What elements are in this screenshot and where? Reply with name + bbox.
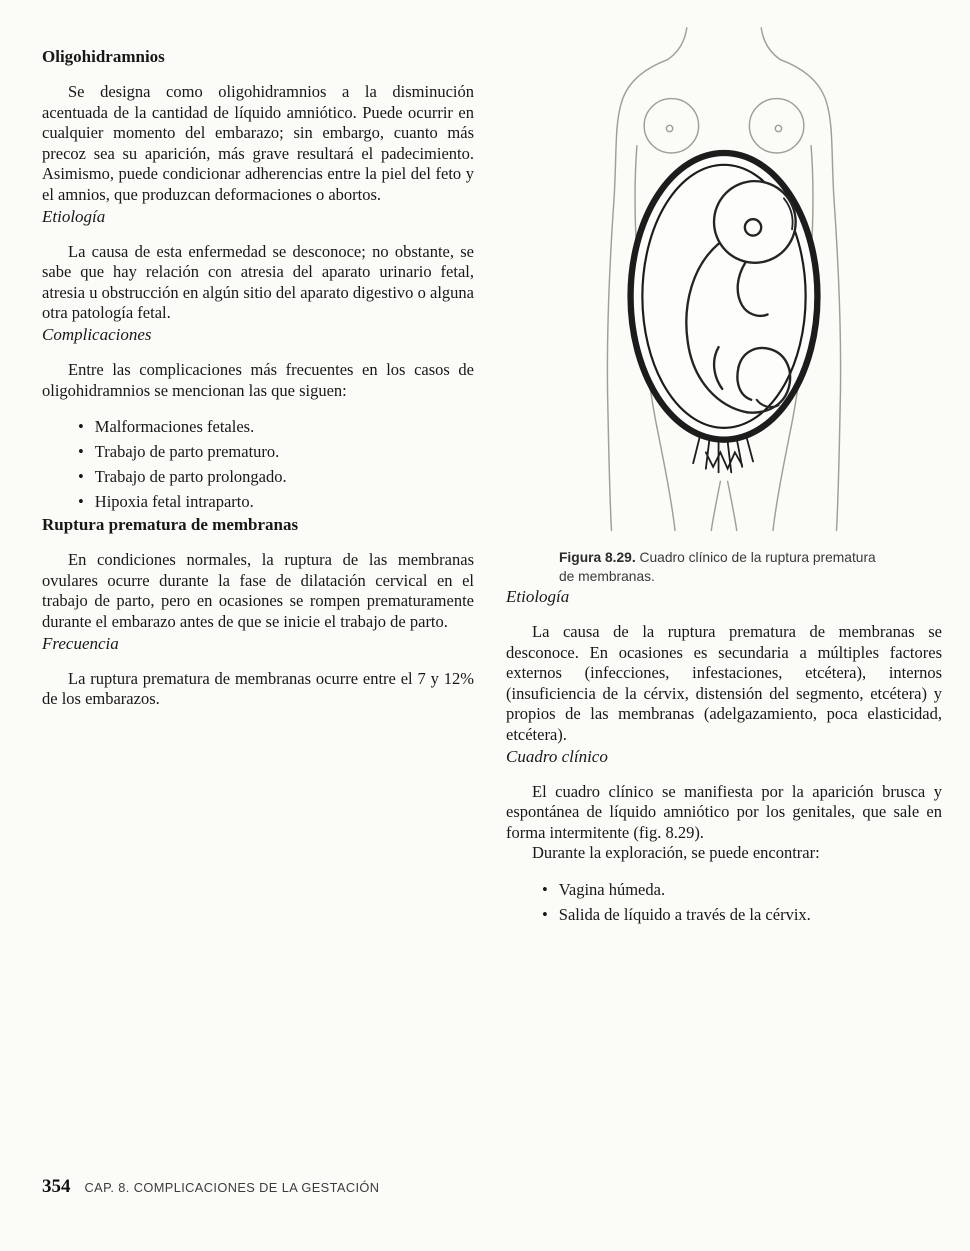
paragraph-oligohidramnios-intro: Se designa como oligohidramnios a la disminución acentuada de la cantidad de líquido amniótico. Puede ocurrir en cualquier momento del embarazo; sin embargo, cuanto más precoz sea su aparición, más grave resultará el padecimiento. Asimismo, puede condicionar adherencias entre la piel del feto y el amnios, que produzcan deformaciones o abortos. [42, 82, 474, 204]
subheading-etiologia-right: Etiología [506, 587, 570, 606]
subheading-complicaciones: Complicaciones [42, 324, 152, 344]
subheading-frecuencia: Frecuencia [42, 633, 119, 653]
bullet-list-exploracion [542, 877, 942, 927]
right-column [506, 26, 942, 927]
paragraph-etiologia-left: La causa de esta enfermedad se desconoce; no obstante, se sabe que hay relación con atresia del aparato urinario fetal, atresia u obstrucción en algún sitio del aparato digestivo o alguna otra patología fetal. [42, 241, 474, 323]
page-footer [42, 1176, 379, 1198]
subheading-etiologia-left: Etiología [42, 206, 106, 226]
figure-8-29-illustration [559, 26, 889, 586]
paragraph-frecuencia: La ruptura prematura de membranas ocurre entre el 7 y 12% de los embarazos. [42, 668, 474, 709]
paragraph-exploracion: Durante la exploración, se puede encontrar: [532, 843, 820, 863]
figure-caption-label: Figura 8.29. [559, 550, 636, 565]
left-column [42, 46, 474, 710]
subheading-cuadro-clinico: Cuadro clínico [506, 746, 608, 766]
figure-caption [559, 549, 889, 586]
paragraph-cuadro-clinico: El cuadro clínico se manifiesta por la aparición brusca y espontánea de líquido amniótico por los genitales, que sale en forma intermitente (fig. 8.29). [506, 781, 942, 842]
section-heading-oligohidramnios: Oligohidramnios [42, 47, 165, 66]
pregnant-torso-drawing [559, 26, 889, 534]
paragraph-ruptura-intro: En condiciones normales, la ruptura de las membranas ovulares ocurre durante la fase de dilatación cervical en el trabajo de parto, pero en ocasiones se rompen prematuramente durante el embarazo antes de que se inicie el trabajo de parto. [42, 550, 474, 631]
list-item: • Salida de líquido a través de la cérvix. [542, 902, 942, 927]
list-item: • Trabajo de parto prematuro. [78, 439, 474, 464]
page-number: 354 [42, 1176, 71, 1197]
figure-caption-text: Cuadro clínico de la ruptura prematura de membranas. [559, 550, 876, 584]
list-item: • Vagina húmeda. [542, 877, 942, 902]
list-item: • Trabajo de parto prolongado. [78, 464, 474, 489]
chapter-title: CAP. 8. COMPLICACIONES DE LA GESTACIÓN [84, 1180, 380, 1195]
paragraph-etiologia-right: La causa de la ruptura prematura de membranas se desconoce. En ocasiones es secundaria a múltiples factores externos (infecciones, infestaciones, etcétera), internos (insuficiencia de la cérvix, distensión del segmento, etcétera) y propios de las membranas (adelgazamiento, poca elasticidad, etcétera). [506, 622, 942, 744]
paragraph-complicaciones: Entre las complicaciones más frecuentes en los casos de oligohidramnios se mencionan las que siguen: [42, 359, 474, 400]
list-item: • Hipoxia fetal intraparto. [78, 489, 474, 514]
bullet-list-complicaciones [78, 414, 474, 514]
list-item: • Malformaciones fetales. [78, 414, 474, 439]
section-heading-ruptura: Ruptura prematura de membranas [42, 515, 299, 535]
